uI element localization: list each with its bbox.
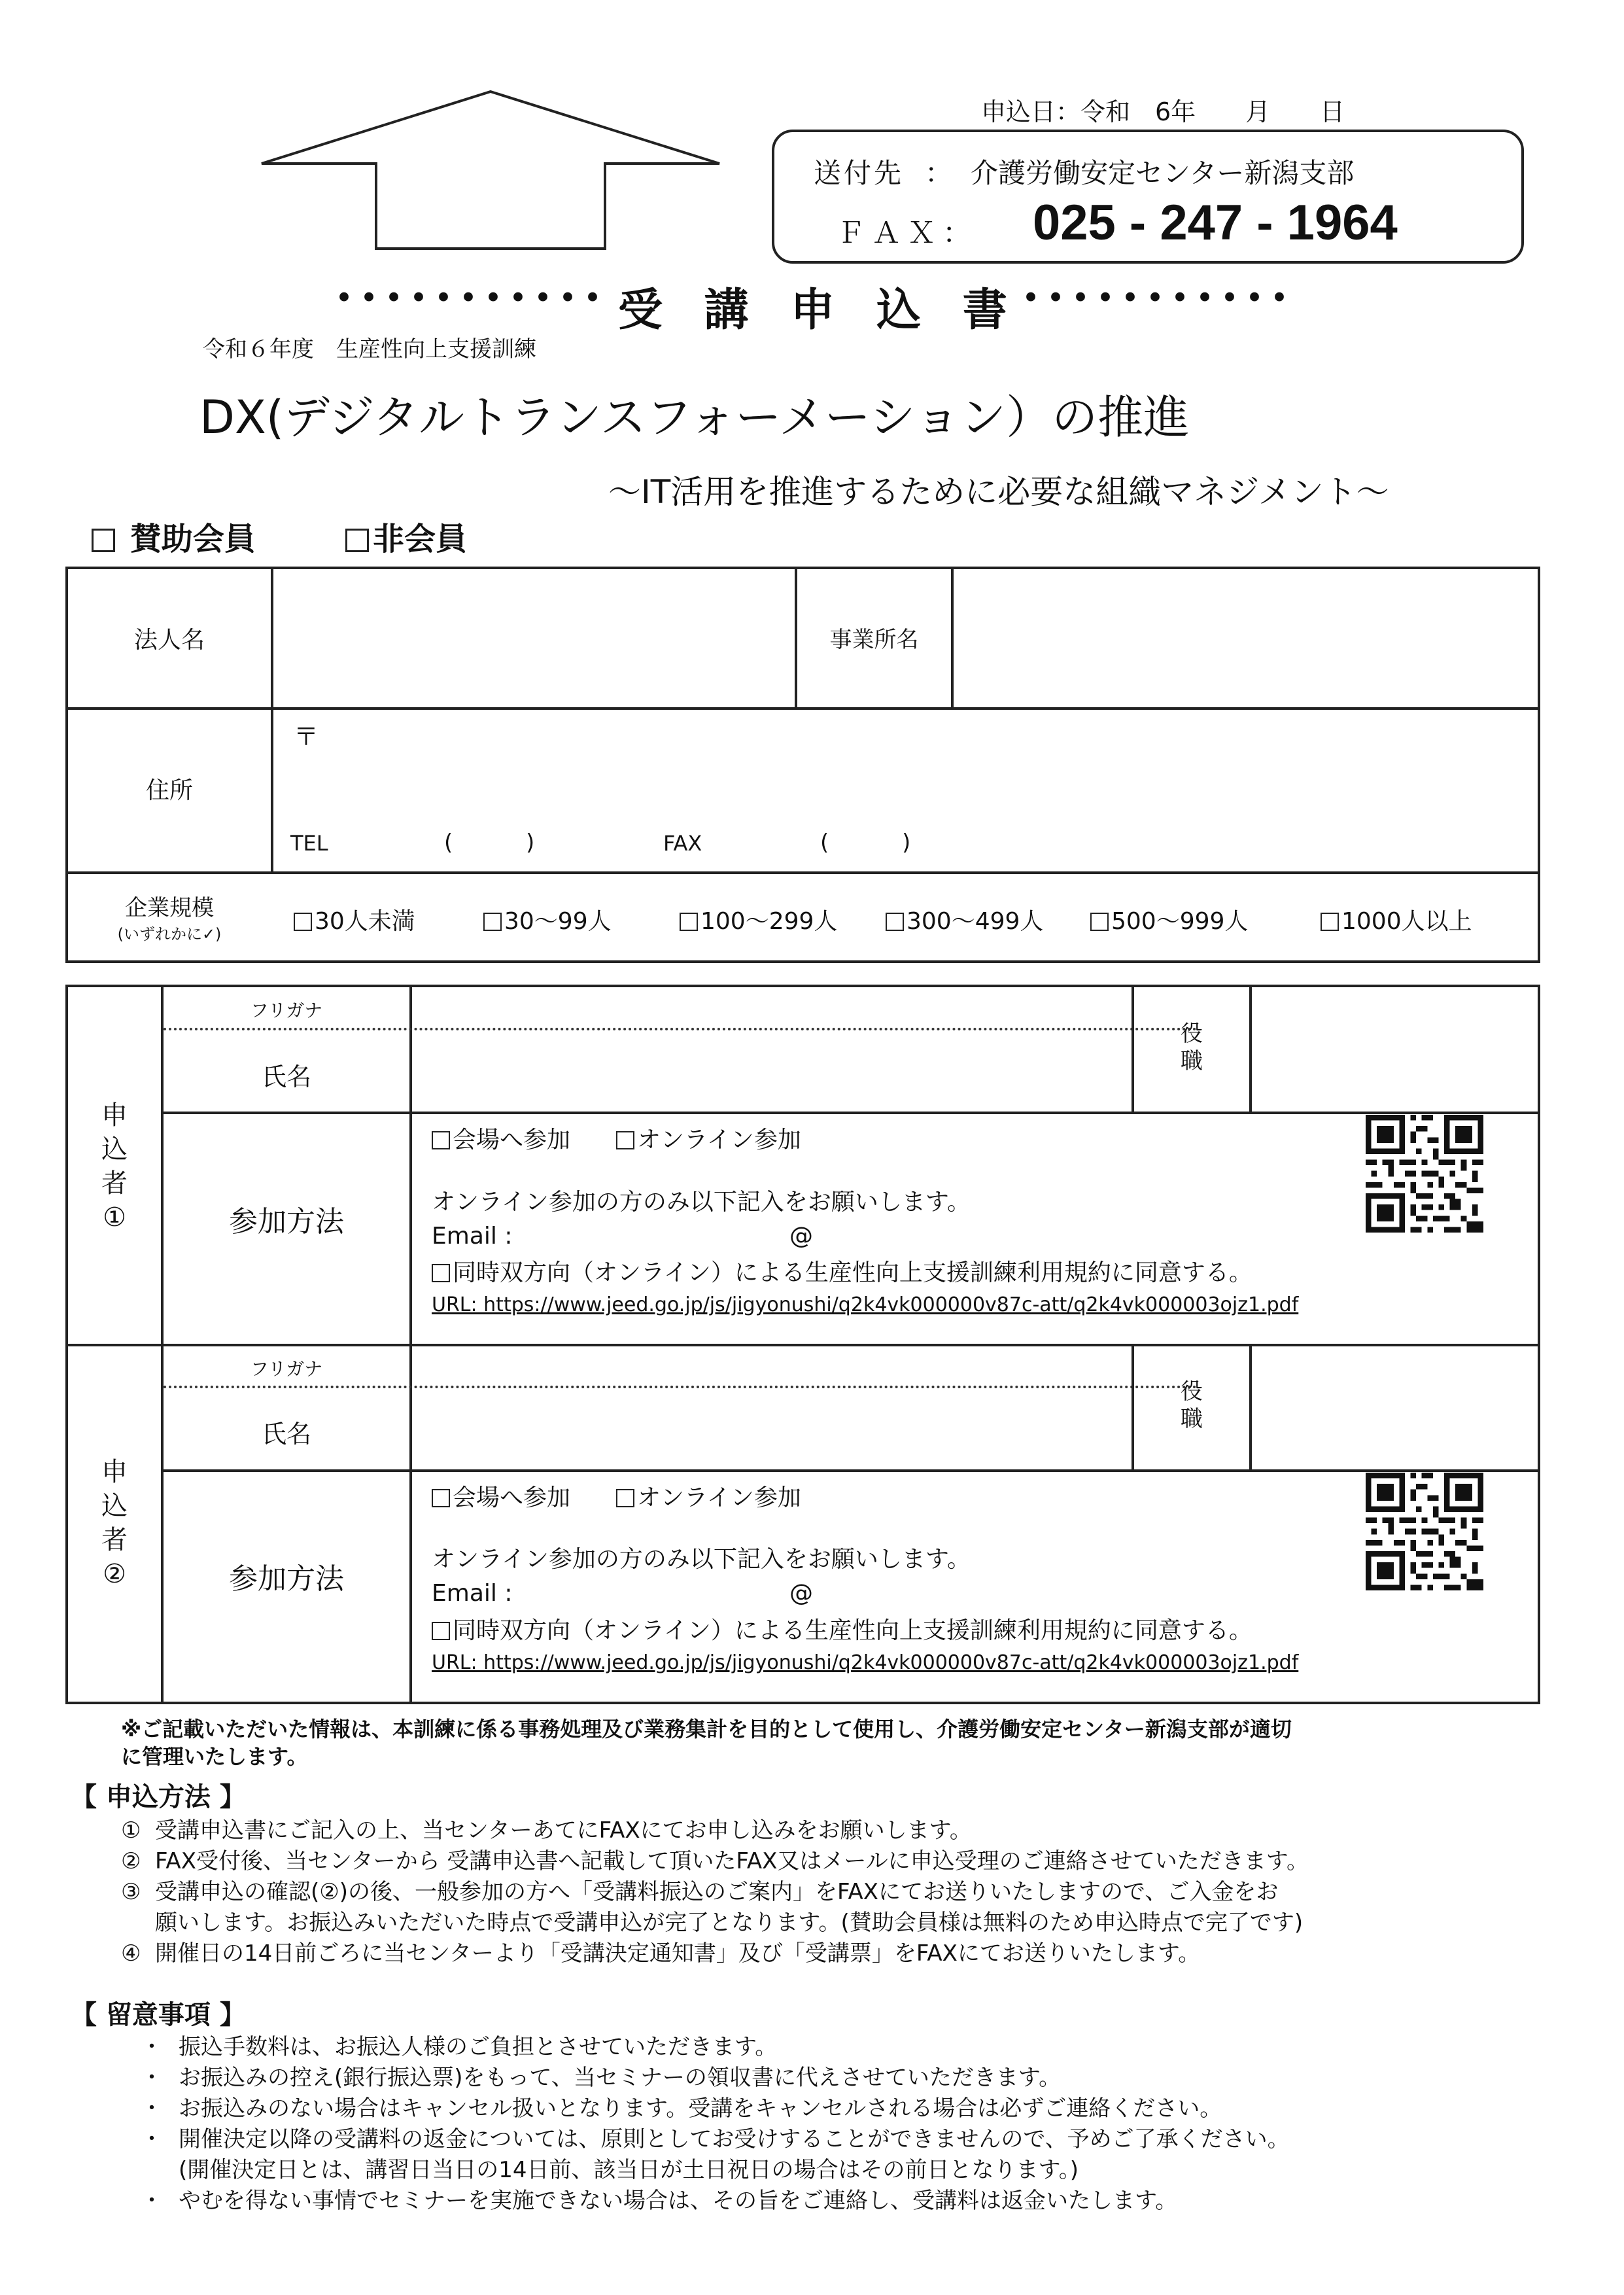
venue-checkbox[interactable] [432, 1131, 450, 1149]
method-label: 参加方法 [229, 1562, 344, 1596]
agree-option[interactable]: 同時双方向（オンライン）による生産性向上支援訓練利用規約に同意する。 [432, 1254, 1253, 1288]
tel-paren-close: ) [526, 830, 535, 856]
furigana-label: フリガナ [250, 1358, 323, 1380]
applicant-2-label: 申 込 者 ② [101, 1457, 128, 1589]
size-option[interactable]: 30人未満 [294, 903, 415, 936]
venue-option[interactable]: 会場へ参加 [432, 1121, 570, 1155]
note-item: ・ 振込手数料は、お振込人様のご負担とさせていただきます。 [141, 2032, 1290, 2063]
title-dots-right: ･･･････････ [1020, 275, 1294, 323]
size-option[interactable]: 100～299人 [680, 903, 837, 936]
name-field[interactable] [418, 1034, 1124, 1106]
method-label: 参加方法 [229, 1205, 344, 1238]
agree-option[interactable]: 同時双方向（オンライン）による生産性向上支援訓練利用規約に同意する。 [432, 1612, 1253, 1645]
tel-field[interactable] [356, 824, 683, 857]
name-label: 氏名 [261, 1420, 311, 1448]
size-checkbox[interactable] [1321, 913, 1339, 931]
online-checkbox[interactable] [616, 1131, 634, 1149]
address-label: 住所 [145, 777, 193, 804]
online-option[interactable]: オンライン参加 [616, 1479, 801, 1513]
size-checkbox[interactable] [886, 913, 904, 931]
role-label: 役 職 [1181, 1378, 1203, 1432]
name-label: 氏名 [261, 1062, 311, 1091]
title-dots-left: ･･･････････ [334, 275, 607, 323]
address-field[interactable] [330, 716, 1507, 808]
tel-label: TEL [290, 831, 328, 856]
destination-box [772, 130, 1524, 264]
email-label: Email : [432, 1580, 513, 1607]
qr-code-icon [1366, 1115, 1483, 1233]
agree-checkbox[interactable] [432, 1264, 450, 1282]
venue-checkbox[interactable] [432, 1489, 450, 1507]
notes-list [141, 2032, 1290, 2216]
application-steps [121, 1815, 1309, 1969]
fax-field-label: FAX [663, 831, 702, 856]
step-item: ① 受講申込書にご記入の上、当センターあてにFAXにてお申し込みをお願いします。 [121, 1817, 972, 1844]
company-size-note: (いずれかに✓) [117, 925, 222, 943]
size-checkbox[interactable] [680, 913, 698, 931]
fax-number: 025 - 247 - 1964 [1033, 195, 1398, 251]
venue-option[interactable]: 会場へ参加 [432, 1479, 570, 1513]
step-item: ③ 受講申込の確認(②)の後、一般参加の方へ「受講料振込のご案内」をFAXにてお送りいたしますので、ご入金をお [121, 1879, 1279, 1905]
office-label: 事業所名 [829, 627, 919, 653]
membership-sponsor[interactable]: 賛助会員 [92, 514, 256, 559]
applicant-1-label: 申 込 者 ① [101, 1100, 128, 1233]
agree-checkbox[interactable] [432, 1622, 450, 1640]
company-size-label: 企業規模 [125, 895, 214, 921]
email-field[interactable] [526, 1577, 1114, 1607]
step-item: ② FAX受付後、当センターから 受講申込書へ記載して頂いたFAX又はメールに申込受理のご連絡させていただきます。 [121, 1848, 1309, 1874]
note-item: ・ お振込みの控え(銀行振込票)をもって、当セミナーの領収書に代えさせていただきます。 [141, 2063, 1290, 2094]
destination-colon: ： [925, 157, 953, 189]
name-field[interactable] [418, 1393, 1124, 1465]
course-title: DX(デジタルトランスフォーメーション）の推進 [199, 391, 1190, 444]
office-field[interactable] [958, 576, 1527, 700]
role-field[interactable] [1255, 1352, 1530, 1463]
step-item: ④ 開催日の14日前ごろに当センターより「受講決定通知書」及び「受講票」をFAXにてお送りいたします。 [121, 1940, 1201, 1967]
qr-code-icon [1366, 1473, 1483, 1590]
size-checkbox[interactable] [483, 913, 502, 931]
fax-paren-close: ) [902, 830, 911, 856]
size-checkbox[interactable] [294, 913, 312, 931]
note-item: ・ 開催決定以降の受講料の返金については、原則としてお受けすることができませんので、予めご了承ください。 [141, 2124, 1290, 2155]
size-option[interactable]: 30～99人 [483, 903, 612, 936]
destination-value: 介護労働安定センター新潟支部 [971, 157, 1355, 189]
furigana-field[interactable] [418, 1350, 1124, 1382]
tel-paren-open: ( [444, 830, 453, 856]
corp-name-field[interactable] [277, 576, 787, 700]
role-field[interactable] [1255, 994, 1530, 1105]
role-label: 役 職 [1181, 1021, 1203, 1074]
notes-heading: 【 留意事項 】 [71, 2000, 246, 2030]
note-item: ・ お振込みのない場合はキャンセル扱いとなります。受講をキャンセルされる場合は必ずご連絡ください。 [141, 2094, 1290, 2124]
note-item-cont: (開催決定日とは、講習日当日の14日前、該当日が土日祝日の場合はその前日となります。) [179, 2157, 1079, 2183]
non-member-checkbox[interactable] [345, 529, 369, 552]
email-label: Email : [432, 1223, 513, 1250]
fax-field[interactable] [722, 824, 1049, 857]
email-at: @ [789, 1223, 813, 1250]
fax-paren-open: ( [820, 830, 829, 856]
destination-label: 送付先 [814, 157, 905, 189]
size-checkbox[interactable] [1090, 913, 1109, 931]
sponsor-checkbox[interactable] [92, 529, 115, 552]
email-field[interactable] [526, 1220, 1114, 1250]
note-item: ・ やむを得ない事情でセミナーを実施できない場合は、その旨をご連絡し、受講料は返金いたします。 [141, 2186, 1290, 2216]
online-checkbox[interactable] [616, 1489, 634, 1507]
application-date: 申込日：令和 6年 月 日 [981, 97, 1345, 126]
subtitle: 令和６年度 生産性向上支援訓練 [203, 336, 536, 362]
online-note: オンライン参加の方のみ以下記入をお願いします。 [432, 1546, 971, 1573]
size-option[interactable]: 500～999人 [1090, 903, 1248, 936]
corp-name-label: 法人名 [133, 627, 205, 654]
page-title: 受 講 申 込 書 [618, 285, 1020, 336]
up-arrow-icon [249, 85, 733, 262]
online-note: オンライン参加の方のみ以下記入をお願いします。 [432, 1189, 971, 1216]
size-option[interactable]: 300～499人 [886, 903, 1043, 936]
company-table [65, 567, 1540, 963]
applicants-table [65, 985, 1540, 1704]
course-tagline: ～IT活用を推進するために必要な組織マネジメント～ [608, 473, 1389, 511]
privacy-note-cont: に管理いたします。 [121, 1744, 308, 1769]
privacy-note: ※ご記載いただいた情報は、本訓練に係る事務処理及び業務集計を目的として使用し、介護労働安定センター新潟支部が適切 [121, 1717, 1292, 1742]
terms-link[interactable]: URL: https://www.jeed.go.jp/js/jigyonushi/q2k4vk000000v87c-att/q2k4vk000003ojz1.pdf [432, 1293, 1299, 1316]
online-option[interactable]: オンライン参加 [616, 1121, 801, 1155]
email-at: @ [789, 1580, 813, 1607]
postal-mark: 〒 [294, 722, 319, 751]
application-method-heading: 【 申込方法 】 [71, 1782, 246, 1812]
step-item-cont: 願いします。お振込みいただいた時点で受講申込が完了となります。(賛助会員様は無料のため申込時点で完了です) [155, 1910, 1304, 1936]
membership-non-member[interactable]: 非会員 [345, 514, 467, 559]
furigana-label: フリガナ [250, 1000, 323, 1021]
size-option[interactable]: 1000人以上 [1321, 903, 1472, 936]
fax-label: ＦＡＸ： [837, 217, 978, 250]
furigana-field[interactable] [418, 991, 1124, 1024]
terms-link[interactable]: URL: https://www.jeed.go.jp/js/jigyonushi/q2k4vk000000v87c-att/q2k4vk000003ojz1.pdf [432, 1651, 1299, 1674]
